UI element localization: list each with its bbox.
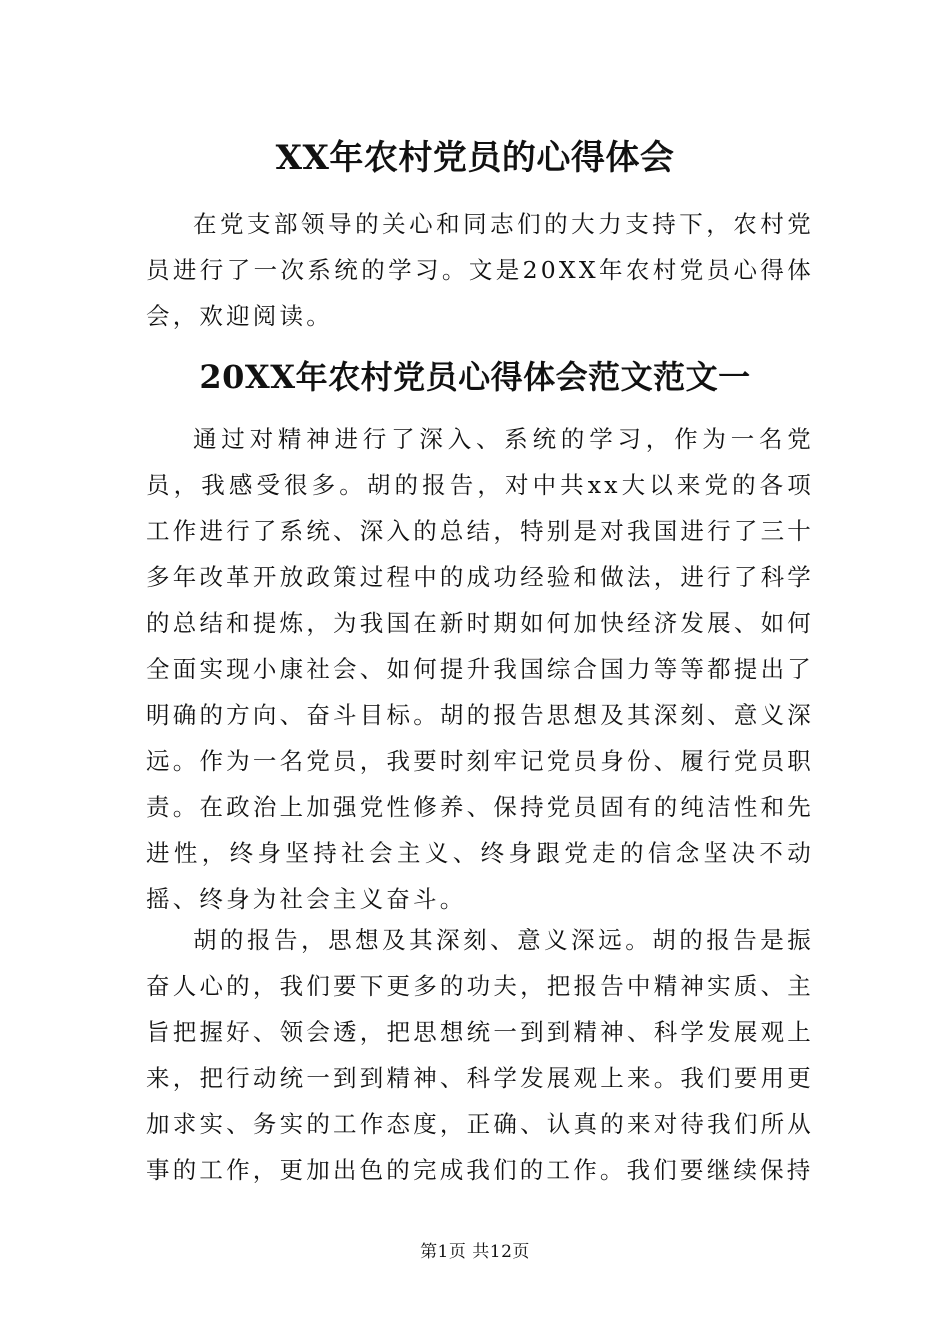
section-heading: 20XX年农村党员心得体会范文范文一 bbox=[199, 358, 751, 396]
document-title: XX年农村党员的心得体会 bbox=[275, 138, 675, 178]
intro-paragraph: 在党支部领导的关心和同志们的大力支持下，农村党员进行了一次系统的学习。文是20XX年农村党员心得体会，欢迎阅读。 bbox=[146, 210, 814, 330]
page-footer: 第1页 共12页 bbox=[420, 1242, 530, 1262]
body-paragraph-1: 通过对精神进行了深入、系统的学习，作为一名党员，我感受很多。胡的报告，对中共xx大以来党的各项工作进行了系统、深入的总结，特别是对我国进行了三十多年改革开放政策过程中的成功经验和做法，进行了科学的总结和提炼，为我国在新时期如何加快经济发展、如何全面实现小康社会、如何提升我国综合国力等等都提出了明确的方向、奋斗目标。胡的报告思想及其深刻、意义深远。作为一名党员，我要时刻牢记党员身份、履行党员职责。在政治上加强党性修养、保持党员固有的纯洁性和先进性，终身坚持社会主义、终身跟党走的信念坚决不动摇、终身为社会主义奋斗。 bbox=[146, 425, 814, 913]
body-paragraph-2: 胡的报告，思想及其深刻、意义深远。胡的报告是振奋人心的，我们要下更多的功夫，把报告中精神实质、主旨把握好、领会透，把思想统一到到精神、科学发展观上来，把行动统一到到精神、科学发展观上来。我们要用更加求实、务实的工作态度，正确、认真的来对待我们所从事的工作，更加出色的完成我们的工作。我们要继续保持 bbox=[146, 926, 814, 1184]
